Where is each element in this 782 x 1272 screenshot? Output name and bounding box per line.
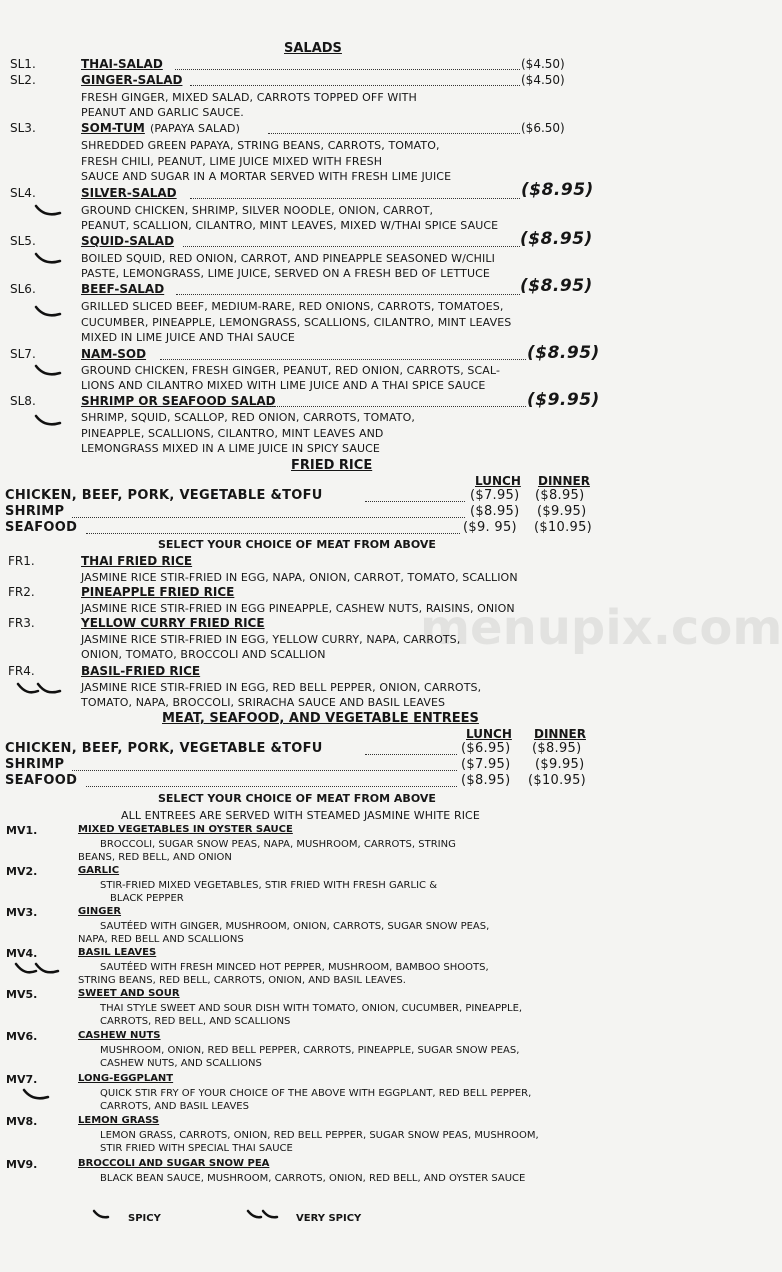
- legend-spicy-label: SPICY: [128, 1213, 161, 1224]
- item-price: ($8.95): [527, 343, 600, 363]
- item-desc: SAUCE AND SUGAR IN A MORTAR SERVED WITH FRESH LIME JUICE: [81, 170, 452, 183]
- item-desc: MUSHROOM, ONION, RED BELL PEPPER, CARROTS, PINEAPPLE, SUGAR SNOW PEAS,: [100, 1045, 520, 1056]
- item-code: SL5.: [10, 234, 36, 248]
- item-desc: ONION, TOMATO, BROCCOLI AND SCALLION: [81, 648, 326, 661]
- item-name: SILVER-SALAD: [81, 186, 177, 200]
- dinner-column-header: DINNER: [534, 727, 586, 741]
- dot-leader: [365, 754, 457, 755]
- item-name: BROCCOLI AND SUGAR SNOW PEA: [78, 1158, 270, 1169]
- dot-leader: [268, 406, 526, 407]
- item-code: FR1.: [8, 554, 35, 568]
- spicy-pepper-icon: [34, 252, 62, 266]
- item-code: SL8.: [10, 394, 36, 408]
- spicy-pepper-icon: [34, 414, 62, 428]
- item-desc: MIXED IN LIME JUICE AND THAI SAUCE: [81, 331, 295, 344]
- item-desc: GRILLED SLICED BEEF, MEDIUM-RARE, RED ONIONS, CARROTS, TOMATOES,: [81, 300, 504, 313]
- item-code: SL2.: [10, 73, 36, 87]
- price-row-label: SHRIMP: [5, 504, 65, 519]
- lunch-price: ($8.95): [470, 504, 520, 519]
- item-name: SWEET AND SOUR: [78, 988, 180, 999]
- spicy-pepper-icon: [34, 364, 62, 378]
- item-desc: SHREDDED GREEN PAPAYA, STRING BEANS, CARROTS, TOMATO,: [81, 139, 440, 152]
- item-name: BASIL LEAVES: [78, 947, 157, 958]
- item-desc: THAI STYLE SWEET AND SOUR DISH WITH TOMATO, ONION, CUCUMBER, PINEAPPLE,: [100, 1003, 523, 1014]
- item-desc: NAPA, RED BELL AND SCALLIONS: [78, 934, 244, 945]
- item-code: MV9.: [6, 1158, 38, 1171]
- item-price: ($9.95): [527, 390, 600, 410]
- dot-leader: [86, 786, 457, 787]
- item-code: SL4.: [10, 186, 36, 200]
- dot-leader: [176, 294, 520, 295]
- price-row-label: CHICKEN, BEEF, PORK, VEGETABLE &TOFU: [5, 488, 323, 503]
- price-row-label: CHICKEN, BEEF, PORK, VEGETABLE &TOFU: [5, 741, 323, 756]
- item-name: MIXED VEGETABLES IN OYSTER SAUCE: [78, 824, 293, 835]
- item-price: ($4.50): [521, 73, 565, 87]
- item-code: MV2.: [6, 865, 38, 878]
- price-row-label: SEAFOOD: [5, 773, 78, 788]
- item-desc: FRESH CHILI, PEANUT, LIME JUICE MIXED WITH FRESH: [81, 155, 383, 168]
- fried-rice-heading: FRIED RICE: [291, 458, 373, 473]
- item-name: BEEF-SALAD: [81, 282, 165, 296]
- dot-leader: [183, 246, 520, 247]
- item-desc: JASMINE RICE STIR-FRIED IN EGG, NAPA, ONION, CARROT, TOMATO, SCALLION: [81, 571, 518, 584]
- price-row-label: SHRIMP: [5, 757, 65, 772]
- item-code: FR3.: [8, 616, 35, 630]
- select-meat-note: SELECT YOUR CHOICE OF MEAT FROM ABOVE: [158, 538, 436, 551]
- watermark: menupix.com: [420, 600, 782, 656]
- item-desc: JASMINE RICE STIR-FRIED IN EGG, YELLOW CURRY, NAPA, CARROTS,: [81, 633, 461, 646]
- item-desc: LEMON GRASS, CARROTS, ONION, RED BELL PEPPER, SUGAR SNOW PEAS, MUSHROOM,: [100, 1130, 539, 1141]
- item-desc: SHRIMP, SQUID, SCALLOP, RED ONION, CARROTS, TOMATO,: [81, 411, 415, 424]
- dot-leader: [268, 133, 520, 134]
- item-code: MV1.: [6, 824, 38, 837]
- item-desc: CUCUMBER, PINEAPPLE, LEMONGRASS, SCALLIONS, CILANTRO, MINT LEAVES: [81, 316, 512, 329]
- item-name-extra: (PAPAYA SALAD): [150, 122, 241, 135]
- item-desc: STIR-FRIED MIXED VEGETABLES, STIR FRIED WITH FRESH GARLIC &: [100, 880, 437, 891]
- dot-leader: [160, 359, 526, 360]
- lunch-column-header: LUNCH: [475, 474, 521, 488]
- item-desc: QUICK STIR FRY OF YOUR CHOICE OF THE ABOVE WITH EGGPLANT, RED BELL PEPPER,: [100, 1088, 532, 1099]
- dinner-column-header: DINNER: [538, 474, 590, 488]
- dot-leader: [175, 69, 520, 70]
- item-code: SL6.: [10, 282, 36, 296]
- item-desc: LEMONGRASS MIXED IN A LIME JUICE IN SPICY SAUCE: [81, 442, 380, 455]
- item-price: ($8.95): [520, 229, 593, 249]
- item-code: MV8.: [6, 1115, 38, 1128]
- item-name: YELLOW CURRY FRIED RICE: [81, 616, 265, 630]
- very-spicy-pepper-icon: [16, 682, 64, 696]
- item-desc: SAUTÉED WITH GINGER, MUSHROOM, ONION, CARROTS, SUGAR SNOW PEAS,: [100, 921, 490, 932]
- item-code: MV4.: [6, 947, 38, 960]
- dot-leader: [190, 198, 520, 199]
- item-desc: GROUND CHICKEN, FRESH GINGER, PEANUT, RED ONION, CARROTS, SCAL-: [81, 364, 501, 377]
- dinner-price: ($9.95): [535, 757, 585, 772]
- item-name: BASIL-FRIED RICE: [81, 664, 201, 678]
- item-code: MV5.: [6, 988, 38, 1001]
- item-code: MV7.: [6, 1073, 38, 1086]
- dot-leader: [72, 517, 465, 518]
- item-desc: PASTE, LEMONGRASS, LIME JUICE, SERVED ON A FRESH BED OF LETTUCE: [81, 267, 490, 280]
- item-desc: JASMINE RICE STIR-FRIED IN EGG, RED BELL PEPPER, ONION, CARROTS,: [81, 681, 482, 694]
- item-name: GINGER: [78, 906, 122, 917]
- item-name: SQUID-SALAD: [81, 234, 175, 248]
- item-name: SHRIMP OR SEAFOOD SALAD: [81, 394, 276, 408]
- spicy-pepper-icon: [34, 204, 62, 218]
- item-price: ($8.95): [521, 180, 594, 200]
- item-code: FR4.: [8, 664, 35, 678]
- legend-very-spicy-label: VERY SPICY: [296, 1213, 362, 1224]
- item-desc: BEANS, RED BELL, AND ONION: [78, 852, 232, 863]
- item-price: ($4.50): [521, 57, 565, 71]
- dot-leader: [365, 501, 465, 502]
- lunch-price: ($7.95): [461, 757, 511, 772]
- item-code: SL3.: [10, 121, 36, 135]
- item-code: MV3.: [6, 906, 38, 919]
- item-name: CASHEW NUTS: [78, 1030, 161, 1041]
- item-name: PINEAPPLE FRIED RICE: [81, 585, 235, 599]
- spice-legend: [0, 1208, 703, 1222]
- price-row-label: SEAFOOD: [5, 520, 78, 535]
- item-desc: PEANUT AND GARLIC SAUCE.: [81, 106, 244, 119]
- dinner-price: ($9.95): [537, 504, 587, 519]
- item-desc: GROUND CHICKEN, SHRIMP, SILVER NOODLE, ONION, CARROT,: [81, 204, 434, 217]
- salads-heading: SALADS: [284, 41, 342, 56]
- item-name: NAM-SOD: [81, 347, 147, 361]
- item-desc: CARROTS, AND BASIL LEAVES: [100, 1101, 249, 1112]
- item-desc: SAUTÉED WITH FRESH MINCED HOT PEPPER, MUSHROOM, BAMBOO SHOOTS,: [100, 962, 489, 973]
- item-code: SL7.: [10, 347, 36, 361]
- item-code: MV6.: [6, 1030, 38, 1043]
- item-code: FR2.: [8, 585, 35, 599]
- item-name: GARLIC: [78, 865, 120, 876]
- item-name: SOM-TUM: [81, 121, 145, 135]
- item-price: ($6.50): [521, 121, 565, 135]
- item-desc: BROCCOLI, SUGAR SNOW PEAS, NAPA, MUSHROOM, CARROTS, STRING: [100, 839, 456, 850]
- dinner-price: ($10.95): [528, 773, 587, 788]
- lunch-price: ($8.95): [461, 773, 511, 788]
- item-desc: BLACK BEAN SAUCE, MUSHROOM, CARROTS, ONION, RED BELL, AND OYSTER SAUCE: [100, 1173, 526, 1184]
- lunch-price: ($9. 95): [463, 520, 517, 535]
- lunch-price: ($6.95): [461, 741, 511, 756]
- item-desc: STRING BEANS, RED BELL, CARROTS, ONION, AND BASIL LEAVES.: [78, 975, 406, 986]
- item-desc: STIR FRIED WITH SPECIAL THAI SAUCE: [100, 1143, 293, 1154]
- lunch-column-header: LUNCH: [466, 727, 512, 741]
- lunch-price: ($7.95): [470, 488, 520, 503]
- served-with-rice-note: ALL ENTREES ARE SERVED WITH STEAMED JASMINE WHITE RICE: [121, 809, 480, 822]
- entrees-heading: MEAT, SEAFOOD, AND VEGETABLE ENTREES: [162, 711, 479, 726]
- item-desc: CASHEW NUTS, AND SCALLIONS: [100, 1058, 262, 1069]
- item-desc: FRESH GINGER, MIXED SALAD, CARROTS TOPPED OFF WITH: [81, 91, 417, 104]
- item-desc: TOMATO, NAPA, BROCCOLI, SRIRACHA SAUCE AND BASIL LEAVES: [81, 696, 446, 709]
- dot-leader: [86, 533, 460, 534]
- item-desc: LIONS AND CILANTRO MIXED WITH LIME JUICE AND A THAI SPICE SAUCE: [81, 379, 486, 392]
- dinner-price: ($8.95): [532, 741, 582, 756]
- item-price: ($8.95): [520, 276, 593, 296]
- dinner-price: ($10.95): [534, 520, 593, 535]
- item-desc: CARROTS, RED BELL, AND SCALLIONS: [100, 1016, 291, 1027]
- very-spicy-pepper-icon: [246, 1210, 282, 1224]
- dot-leader: [190, 85, 520, 86]
- item-name: THAI FRIED RICE: [81, 554, 193, 568]
- item-desc: BOILED SQUID, RED ONION, CARROT, AND PINEAPPLE SEASONED W/CHILI: [81, 252, 495, 265]
- dot-leader: [72, 770, 457, 771]
- item-name: GINGER-SALAD: [81, 73, 183, 87]
- dinner-price: ($8.95): [535, 488, 585, 503]
- item-desc: BLACK PEPPER: [110, 893, 184, 904]
- item-name: LONG-EGGPLANT: [78, 1073, 174, 1084]
- item-name: LEMON GRASS: [78, 1115, 160, 1126]
- item-name: THAI-SALAD: [81, 57, 163, 71]
- item-desc: JASMINE RICE STIR-FRIED IN EGG PINEAPPLE, CASHEW NUTS, RAISINS, ONION: [81, 602, 515, 615]
- select-meat-note: SELECT YOUR CHOICE OF MEAT FROM ABOVE: [158, 792, 436, 805]
- item-desc: PINEAPPLE, SCALLIONS, CILANTRO, MINT LEAVES AND: [81, 427, 384, 440]
- spicy-pepper-icon: [34, 305, 62, 319]
- spicy-pepper-icon: [22, 1088, 50, 1102]
- spicy-pepper-icon: [92, 1210, 112, 1224]
- very-spicy-pepper-icon: [14, 962, 62, 976]
- item-code: SL1.: [10, 57, 36, 71]
- item-desc: PEANUT, SCALLION, CILANTRO, MINT LEAVES, MIXED W/THAI SPICE SAUCE: [81, 219, 499, 232]
